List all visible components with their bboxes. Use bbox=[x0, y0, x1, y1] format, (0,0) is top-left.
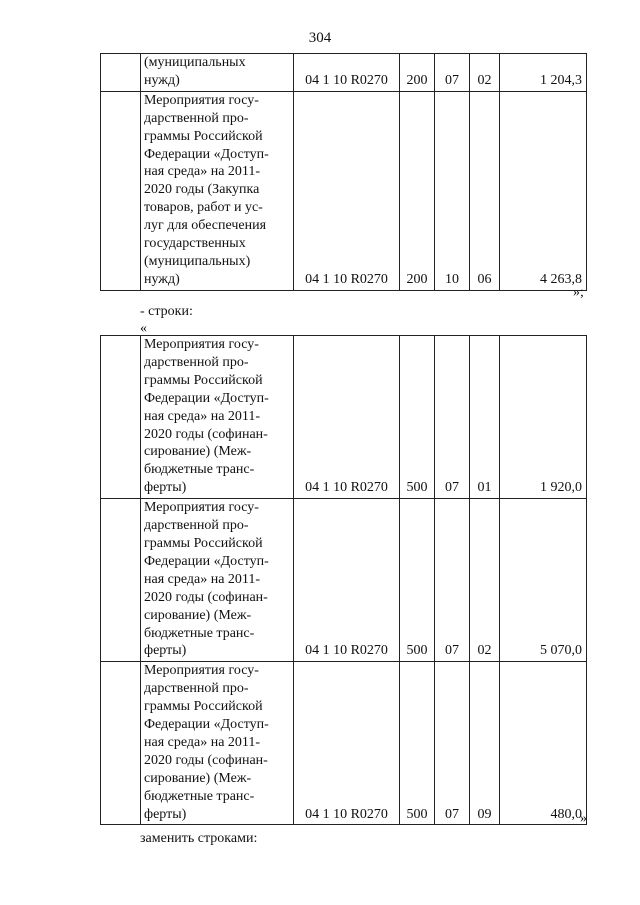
closing-quote-bottom: » bbox=[580, 811, 587, 826]
budget-table-bottom bbox=[100, 335, 587, 825]
amount: 5 070,0 bbox=[500, 499, 587, 662]
subsection-code: 02 bbox=[470, 54, 500, 92]
closing-quote-top: »; bbox=[573, 285, 584, 300]
expense-type-code: 200 bbox=[400, 91, 435, 290]
expense-type-code: 500 bbox=[400, 662, 435, 825]
row-name: Мероприятия госу- дарственной про- граммы Российской Федерации «Доступ- ная среда» на 2011- 2020 годы (софинан- сирование) (Меж- бюджетные транс- ферты) bbox=[144, 663, 269, 822]
amount: 1 204,3 bbox=[500, 54, 587, 92]
section-code: 07 bbox=[435, 54, 470, 92]
blank-cell bbox=[101, 54, 141, 92]
expense-type-code: 200 bbox=[400, 54, 435, 92]
table-row bbox=[101, 54, 587, 92]
target-article-code: 04 1 10 R0270 bbox=[294, 336, 400, 499]
opening-quote: « bbox=[140, 321, 147, 336]
expense-type-code: 500 bbox=[400, 499, 435, 662]
row-name: (муниципальных нужд) bbox=[144, 55, 246, 88]
row-name-cell bbox=[141, 336, 294, 499]
target-article-code: 04 1 10 R0270 bbox=[294, 499, 400, 662]
table-row bbox=[101, 91, 587, 290]
subsection-code: 06 bbox=[470, 91, 500, 290]
table-row bbox=[101, 499, 587, 662]
section-code: 07 bbox=[435, 662, 470, 825]
blank-cell bbox=[101, 91, 141, 290]
row-name: Мероприятия госу- дарственной про- граммы Российской Федерации «Доступ- ная среда» на 2011- 2020 годы (софинан- сирование) (Меж- бюджетные транс- ферты) bbox=[144, 337, 269, 496]
subsection-code: 09 bbox=[470, 662, 500, 825]
blank-cell bbox=[101, 499, 141, 662]
page-number: 304 bbox=[308, 30, 332, 46]
lines-label: - строки: bbox=[140, 304, 193, 319]
section-code: 07 bbox=[435, 336, 470, 499]
amount: 4 263,8 bbox=[500, 91, 587, 290]
expense-type-code: 500 bbox=[400, 336, 435, 499]
budget-table-top bbox=[100, 53, 587, 291]
blank-cell bbox=[101, 662, 141, 825]
row-name-cell bbox=[141, 662, 294, 825]
target-article-code: 04 1 10 R0270 bbox=[294, 662, 400, 825]
subsection-code: 01 bbox=[470, 336, 500, 499]
table-row bbox=[101, 662, 587, 825]
section-code: 10 bbox=[435, 91, 470, 290]
target-article-code: 04 1 10 R0270 bbox=[294, 91, 400, 290]
section-code: 07 bbox=[435, 499, 470, 662]
row-name-cell bbox=[141, 499, 294, 662]
blank-cell bbox=[101, 336, 141, 499]
amount: 480,0 bbox=[500, 662, 587, 825]
row-name: Мероприятия госу- дарственной про- граммы Российской Федерации «Доступ- ная среда» на 2011- 2020 годы (софинан- сирование) (Меж- бюджетные транс- ферты) bbox=[144, 500, 269, 659]
replace-label: заменить строками: bbox=[140, 831, 258, 846]
subsection-code: 02 bbox=[470, 499, 500, 662]
row-name-cell bbox=[141, 91, 294, 290]
table-row bbox=[101, 336, 587, 499]
row-name-cell bbox=[141, 54, 294, 92]
amount: 1 920,0 bbox=[500, 336, 587, 499]
target-article-code: 04 1 10 R0270 bbox=[294, 54, 400, 92]
row-name: Мероприятия госу- дарственной про- граммы Российской Федерации «Доступ- ная среда» на 2011- 2020 годы (Закупка товаров, работ и ус- луг для обеспечения государственных (муниципальных) нужд) bbox=[144, 92, 269, 287]
